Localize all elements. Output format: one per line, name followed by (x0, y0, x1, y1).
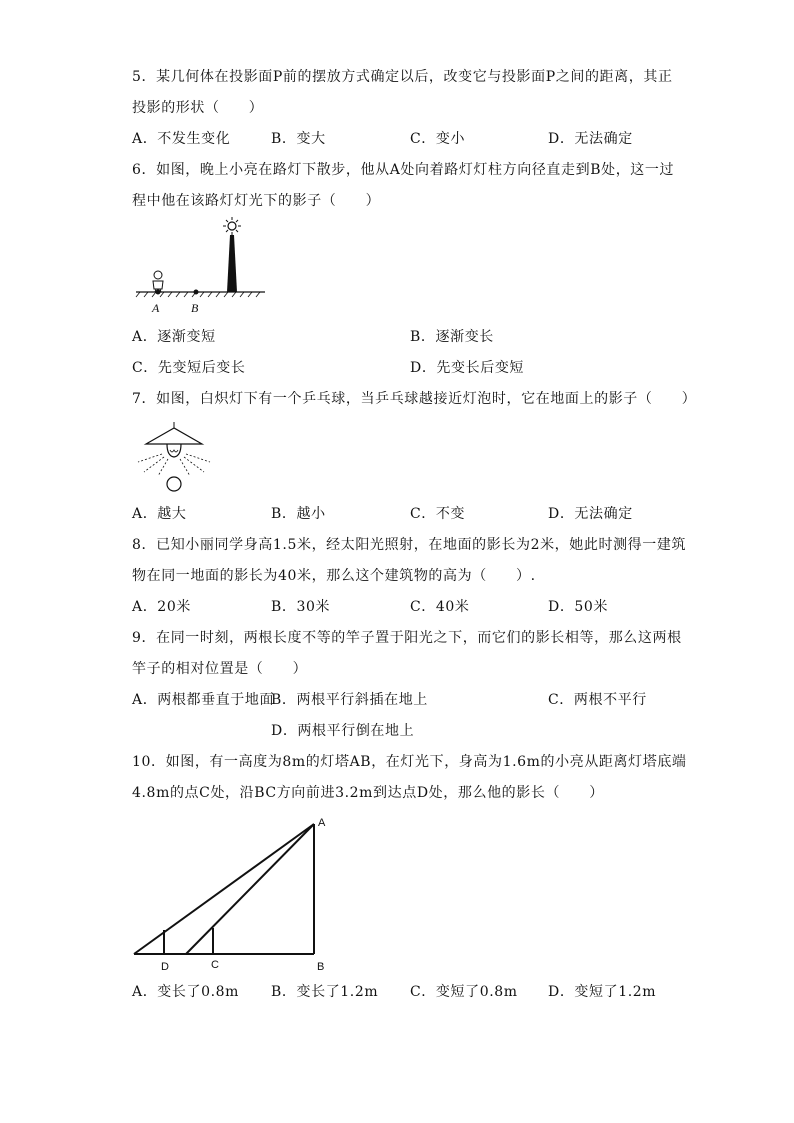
point-b-label: B (317, 961, 325, 973)
q8-option-a[interactable]: A．20米 (132, 599, 191, 615)
lampshade (146, 428, 202, 444)
lamp-light-icon (223, 217, 241, 235)
q8-option-c[interactable]: C．40米 (410, 599, 470, 615)
point-a-dot (156, 290, 161, 295)
q7-option-d[interactable]: D．无法确定 (548, 506, 633, 522)
q9-stem-line1: 9．在同一时刻，两根长度不等的竿子置于阳光之下，而它们的影长相等，那么这两根 (132, 630, 682, 646)
q8-option-b[interactable]: B．30米 (271, 599, 331, 615)
point-b-dot (194, 290, 199, 295)
q8-stem-line2: 物在同一地面的影长为40米，那么这个建筑物的高为（ ）. (132, 568, 536, 584)
light-ray-inner (186, 824, 314, 954)
q10-stem-line2: 4.8m的点C处，沿BC方向前进3.2m到达点D处，那么他的影长（ ） (132, 785, 604, 801)
point-b-label: B (191, 301, 199, 315)
light-ray-outer (134, 824, 314, 954)
q5-option-d[interactable]: D．无法确定 (548, 131, 633, 147)
q9-option-d[interactable]: D．两根平行倒在地上 (271, 723, 415, 739)
q7-bulb-figure (132, 420, 216, 494)
q8-stem-line1: 8．已知小丽同学身高1.5米，经太阳光照射，在地面的影长为2米，她此时测得一建筑 (132, 537, 687, 553)
q7-option-c[interactable]: C．不变 (410, 506, 466, 522)
q6-stem-line2: 程中他在该路灯灯光下的影子（ ） (132, 193, 381, 209)
q9-stem-line2: 竿子的相对位置是（ ） (132, 661, 308, 677)
q9-option-b[interactable]: B．两根平行斜插在地上 (271, 692, 428, 708)
q9-option-c[interactable]: C．两根不平行 (548, 692, 647, 708)
q6-option-c[interactable]: C．先变短后变长 (132, 360, 246, 376)
q7-stem-line1: 7．如图，白炽灯下有一个乒乓球，当乒乓球越接近灯泡时，它在地面上的影子（ ） (132, 391, 697, 407)
q10-option-b[interactable]: B．变长了1.2m (271, 984, 379, 1000)
bulb-icon (167, 444, 181, 457)
q10-stem-line1: 10．如图，有一高度为8m的灯塔AB，在灯光下，身高为1.6m的小亮从距离灯塔底端 (132, 754, 687, 770)
q5-option-a[interactable]: A．不发生变化 (132, 131, 231, 147)
q7-option-a[interactable]: A．越大 (132, 506, 187, 522)
q5-option-c[interactable]: C．变小 (410, 131, 466, 147)
q6-streetlamp-figure (132, 215, 272, 317)
point-a-label: A (318, 817, 326, 829)
q6-option-b[interactable]: B．逐渐变长 (410, 329, 494, 345)
q8-option-d[interactable]: D．50米 (548, 599, 609, 615)
person-icon (153, 271, 163, 292)
q9-option-a[interactable]: A．两根都垂直于地面 (132, 692, 275, 708)
point-a-label: A (152, 301, 160, 315)
ping-pong-ball-icon (167, 477, 181, 491)
q10-option-d[interactable]: D．变短了1.2m (548, 984, 657, 1000)
point-d-label: D (161, 961, 169, 973)
point-c-label: C (211, 959, 219, 971)
q6-stem-line1: 6．如图，晚上小亮在路灯下散步，他从A处向着路灯灯柱方向径直走到B处，这一过 (132, 162, 675, 178)
q10-option-a[interactable]: A．变长了0.8m (132, 984, 240, 1000)
q10-option-c[interactable]: C．变短了0.8m (410, 984, 518, 1000)
q6-option-a[interactable]: A．逐渐变短 (132, 329, 216, 345)
q7-option-b[interactable]: B．越小 (271, 506, 326, 522)
q5-option-b[interactable]: B．变大 (271, 131, 326, 147)
q5-stem-line1: 5．某几何体在投影面P前的摆放方式确定以后，改变它与投影面P之间的距离，其正 (132, 69, 673, 85)
lamp-post (227, 235, 237, 292)
q6-option-d[interactable]: D．先变长后变短 (410, 360, 525, 376)
q5-stem-line2: 投影的形状（ ） (132, 100, 264, 116)
q10-lighthouse-figure (130, 812, 340, 977)
